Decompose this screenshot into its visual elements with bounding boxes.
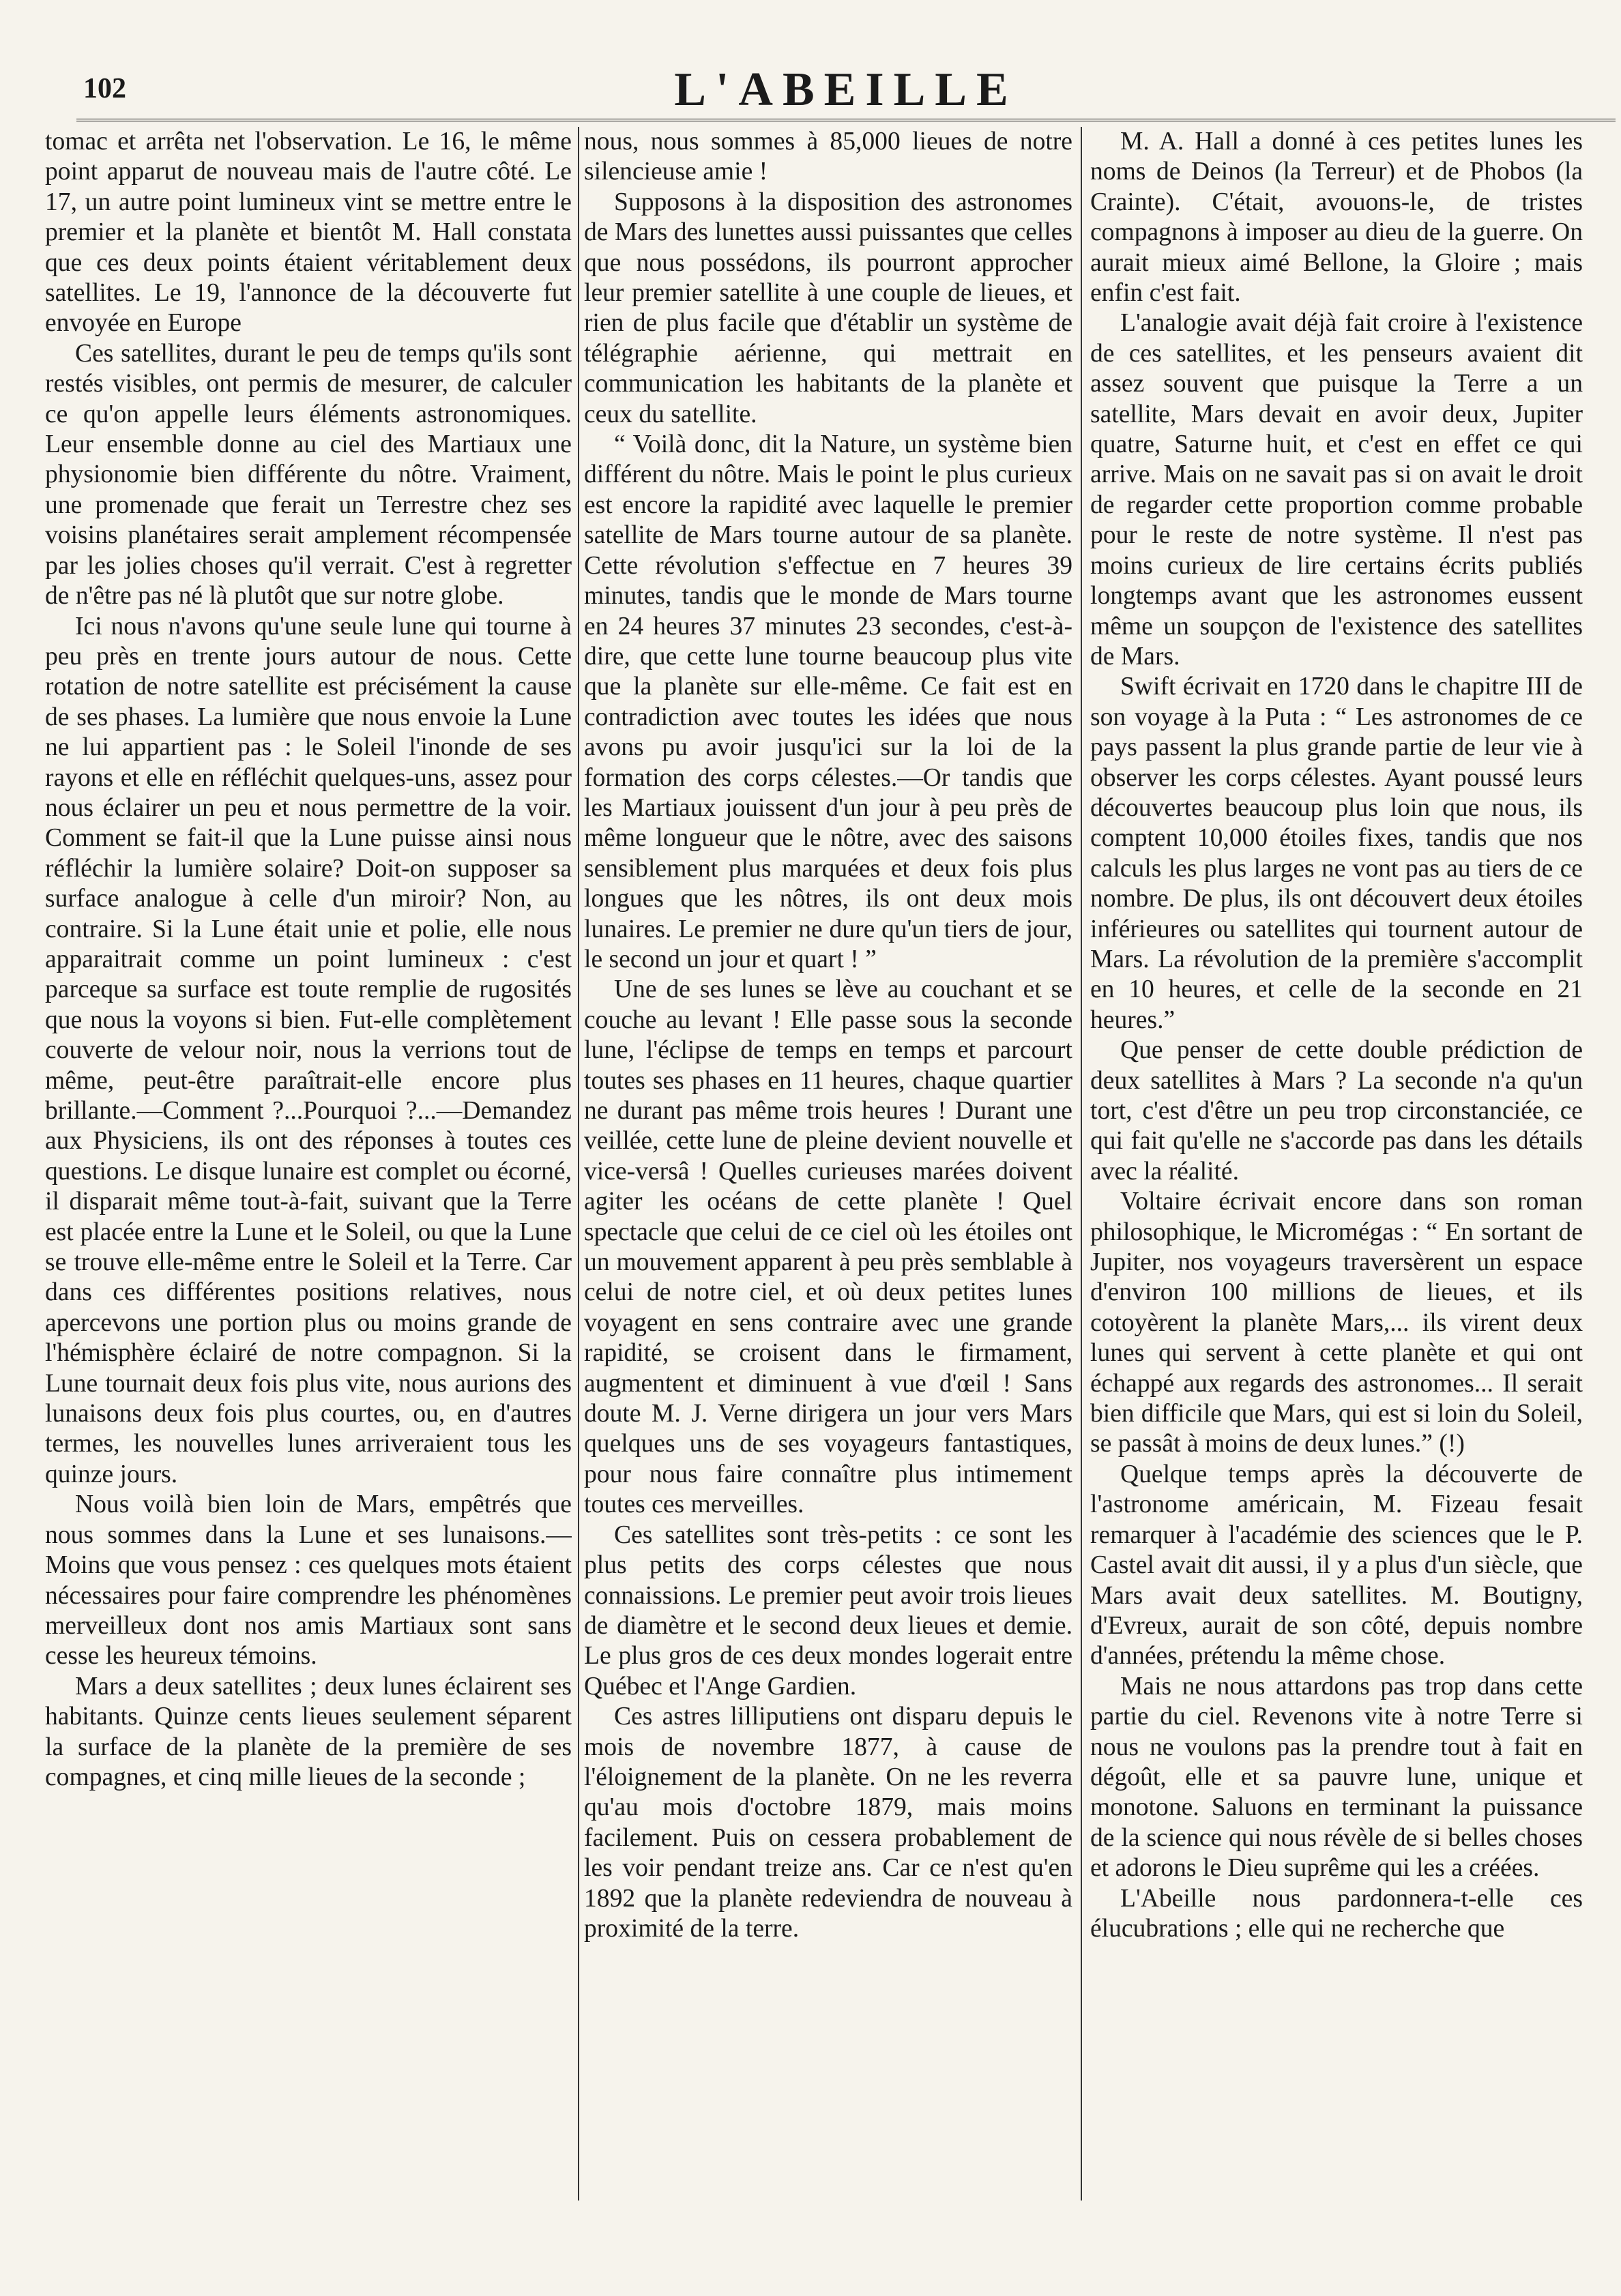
paragraph: Supposons à la disposition des astronomes de Mars des lunettes aussi puissantes que celles que nous possédons, ils pourront approcher leur premier satellite à une couple de lieues, et rien de plus facile que d'établir un système de télégraphie aérienne, qui mettrait en communication les habitants de la planète et ceux du satellite. [584,188,1072,428]
paragraph: L'Abeille nous pardonnera-t-elle ces élucubrations ; elle qui ne recherche que [1090,1884,1583,1943]
paragraph: Une de ses lunes se lève au couchant et se couche au levant ! Elle passe sous la seconde lune, l'éclipse de temps en temps et parcourt toutes ses phases en 11 heures, chaque quartier ne durant pas même trois heures ! Durant une veillée, cette lune de pleine devient nouvelle et vice-versâ ! Quelles curieuses marées doivent agiter les océans de cette planète ! Quel spectacle que celui de ce ciel où les étoiles ont un mouvement apparent à peu près semblable à celui de notre ciel, et où deux petites lunes voyagent en sens contraire avec une grande rapidité, se croisent dans le firmament, augmentent et diminuent à vue d'œil ! Sans doute M. J. Verne dirigera un jour vers Mars quelques uns de ses voyageurs fantastiques, pour nous faire connaître plus intimement toutes ces merveilles. [584,975,1072,1519]
paragraph: Ces satellites sont très-petits : ce sont les plus petits des corps célestes que nous connaissions. Le premier peut avoir trois lieues de diamètre et le second deux lieues et demie. Le plus gros de ces deux mondes logerait entre Québec et l'Ange Gardien. [584,1520,1072,1701]
column-divider [1081,127,1082,2201]
paragraph: nous, nous sommes à 85,000 lieues de notre silencieuse amie ! [584,128,1072,186]
paragraph: Mais ne nous attardons pas trop dans cette partie du ciel. Revenons vite à notre Terre si nous ne voulons pas la prendre tout à fait en dégoût, elle et sa pauvre lune, unique et monotone. Saluons en terminant la puissance de la science qui nous révèle de si belles choses et adorons le Dieu suprême qui les a créées. [1090,1672,1583,1883]
paragraph: M. A. Hall a donné à ces petites lunes les noms de Deinos (la Terreur) et de Phobos (la Crainte). C'était, avouons-le, de tristes compagnons à imposer au dieu de la guerre. On aurait mieux aimé Bellone, la Gloire ; mais enfin c'est fait. [1090,128,1583,308]
article-column-3 [1090,127,1583,2248]
article-column-1 [45,127,572,2248]
paragraph: Quelque temps après la découverte de l'astronome américain, M. Fizeau fesait remarquer à l'académie des sciences que le P. Castel avait dit aussi, il y a plus d'un siècle, que Mars avait deux satellites. M. Boutigny, d'Evreux, aurait de son côté, depuis nombre d'années, prétendu la même chose. [1090,1460,1583,1671]
paragraph: L'analogie avait déjà fait croire à l'existence de ces satellites, et les penseurs avaient dit assez souvent que puisque la Terre a un satellite, Mars devait en avoir deux, Jupiter quatre, Saturne huit, et c'est en effet ce qui arrive. Mais on ne savait pas si on avait le droit de regarder cette proportion comme probable pour le reste de notre système. Il n'est pas moins curieux de lire certains écrits publiés longtemps avant que les astronomes eussent même un soupçon de l'existence des satellites de Mars. [1090,309,1583,671]
paragraph: Ces satellites, durant le peu de temps qu'ils sont restés visibles, ont permis de mesurer, de calculer ce qu'on appelle leurs éléments astronomiques. Leur ensemble donne au ciel des Martiaux une physionomie bien différente du nôtre. Vraiment, une promenade que ferait un Terrestre chez ses voisins planétaires serait amplement récompensée par les jolies choses qu'il verrait. C'est à regretter de n'être pas né là plutôt que sur notre globe. [45,339,572,610]
paragraph: Nous voilà bien loin de Mars, empêtrés que nous sommes dans la Lune et ses lunaisons.—Moins que vous pensez : ces quelques mots étaient nécessaires pour faire comprendre les phénomènes merveilleux dont nos amis Martiaux sont sans cesse les heureux témoins. [45,1490,572,1671]
column-divider [578,127,579,2201]
paragraph: Ici nous n'avons qu'une seule lune qui tourne à peu près en trente jours autour de nous. Cette rotation de notre satellite est précisément la cause de ses phases. La lumière que nous envoie la Lune ne lui appartient pas : le Soleil l'inonde de ses rayons et elle en réfléchit quelques-uns, assez pour nous éclairer un peu et nous permettre de la voir. Comment se fait-il que la Lune puisse ainsi nous réfléchir la lumière solaire? Doit-on supposer sa surface analogue à celle d'un miroir? Non, au contraire. Si la Lune était unie et polie, elle nous apparaitrait comme un point lumineux : c'est parceque sa surface est toute remplie de rugosités que nous la voyons si bien. Fut-elle complètement couverte de velour noir, nous la verrions tout de même, peut-être paraîtrait-elle encore plus brillante.—Comment ?...Pourquoi ?...—Demandez aux Physiciens, ils ont des réponses à toutes ces questions. Le disque lunaire est complet ou écorné, il disparait même tout-à-fait, suivant que la Terre est placée entre la Lune et le Soleil, ou que la Lune se trouve elle-même entre le Soleil et la Terre. Car dans ces différentes positions relatives, nous apercevons une portion plus ou moins grande de l'hémisphère éclairé de notre compagnon. Si la Lune tournait deux fois plus vite, nous aurions des lunaisons deux fois plus courtes, ou, en d'autres termes, les nouvelles lunes arriveraient tous les quinze jours. [45,612,572,1488]
paragraph: Mars a deux satellites ; deux lunes éclairent ses habitants. Quinze cents lieues seulement séparent la surface de la planète de la première de ses compagnes, et cinq mille lieues de la seconde ; [45,1672,572,1791]
page-number: 102 [83,73,126,104]
paragraph: Ces astres lilliputiens ont disparu depuis le mois de novembre 1877, à cause de l'éloignement de la planète. On ne les reverra qu'au mois d'octobre 1879, mais moins facilement. Puis on cessera probablement de les voir pendant treize ans. Car ce n'est qu'en 1892 que la planète redeviendra de nouveau à proximité de la terre. [584,1703,1072,1943]
article-column-2 [584,127,1072,2248]
paragraph: “ Voilà donc, dit la Nature, un système bien différent du nôtre. Mais le point le plus curieux est encore la rapidité avec laquelle le premier satellite de Mars tourne autour de sa planète. Cette révolution s'effectue en 7 heures 39 minutes, tandis que le monde de Mars tourne en 24 heures 37 minutes 23 secondes, c'est-à-dire, que cette lune tourne beaucoup plus vite que la planète sur elle-même. Ce fait est en contradiction avec toutes les idées que nous avons pu avoir jusqu'ici sur la loi de la formation des corps célestes.—Or tandis que les Martiaux jouissent d'un jour à peu près de même longueur que le nôtre, avec des saisons sensiblement plus marquées et deux fois plus longues que les nôtres, ils ont deux mois lunaires. Le premier ne dure qu'un tiers de jour, le second un jour et quart ! ” [584,430,1072,973]
header-rule [76,119,1616,121]
paragraph: tomac et arrêta net l'observation. Le 16, le même point apparut de nouveau mais de l'autre côté. Le 17, un autre point lumineux vint se mettre entre le premier et la planète et bientôt M. Hall constata que ces deux points étaient véritablement deux satellites. Le 19, l'annonce de la découverte fut envoyée en Europe [45,128,572,338]
paragraph: Swift écrivait en 1720 dans le chapitre III de son voyage à la Puta : “ Les astronomes de ce pays passent la plus grande partie de leur vie à observer les corps célestes. Ayant poussé leurs découvertes beaucoup plus loin que nous, ils comptent 10,000 étoiles fixes, tandis que nos calculs les plus larges ne vont pas au tiers de ce nombre. De plus, ils ont découvert deux étoiles inférieures ou satellites qui tournent autour de Mars. La révolution de la première s'accomplit en 10 heures, et celle de la seconde en 21 heures.” [1090,673,1583,1034]
masthead-title: L'ABEILLE [674,63,1018,116]
page-header [76,63,1616,120]
paragraph: Voltaire écrivait encore dans son roman philosophique, le Micromégas : “ En sortant de Jupiter, nos voyageurs traversèrent un espace d'environ 100 millions de lieues, et ils cotoyèrent la planète Mars,... ils virent deux lunes qui servent à cette planète et qui ont échappé aux regards des astronomes... Il serait bien difficile que Mars, qui est si loin du Soleil, se passât à moins de deux lunes.” (!) [1090,1188,1583,1458]
paragraph: Que penser de cette double prédiction de deux satellites à Mars ? La seconde n'a qu'un tort, c'est d'être un peu trop circonstanciée, ce qui fait qu'elle ne s'accorde pas dans les détails avec la réalité. [1090,1036,1583,1186]
